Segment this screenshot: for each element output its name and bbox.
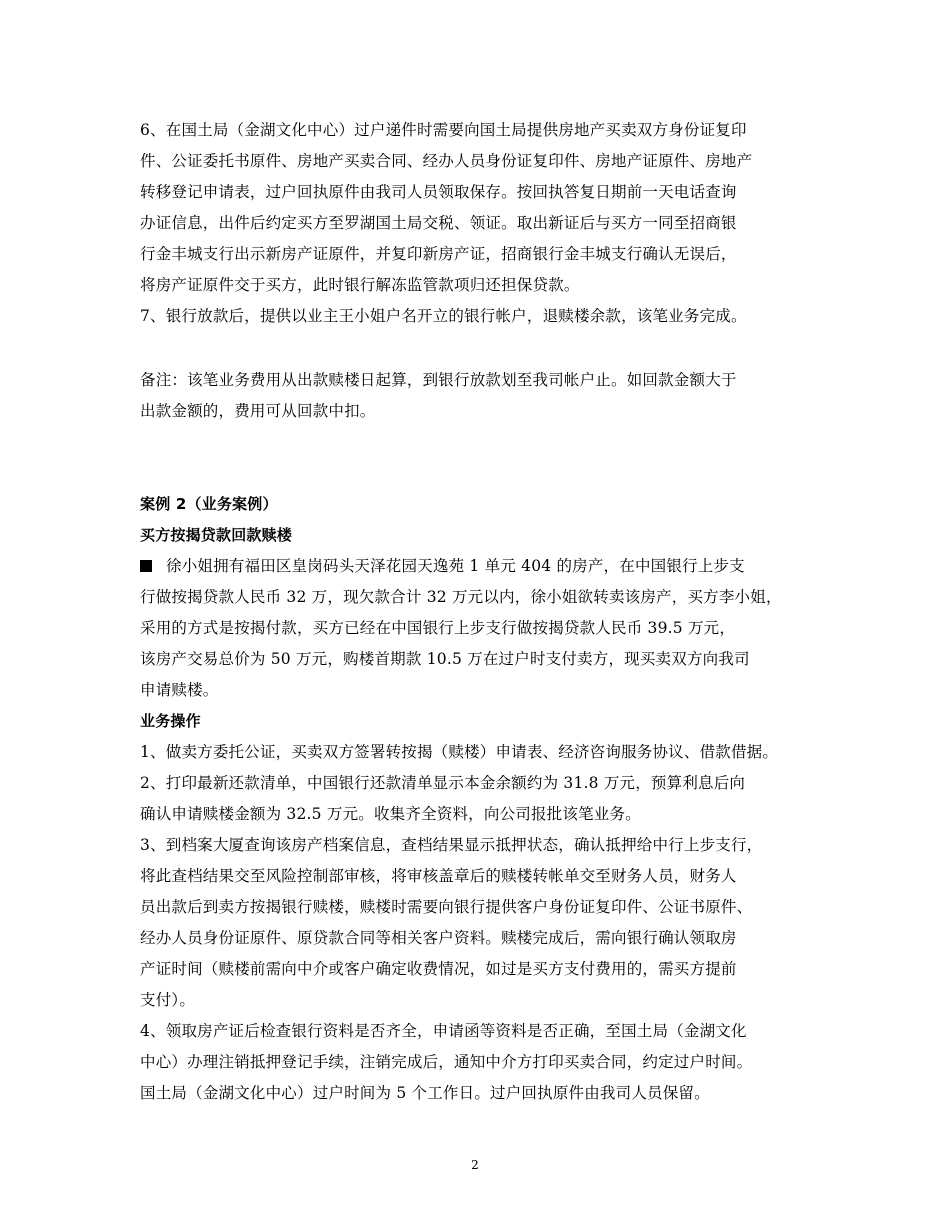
case2-heading: 案例 2（业务案例） [140, 495, 278, 513]
case2-desc-line-5: 申请赎楼。 [140, 681, 219, 699]
ops-line-10: 4、领取房产证后检查银行资料是否齐全，申请函等资料是否正确，至国土局（金湖文化 [140, 1022, 747, 1040]
case2-desc-line-2: 行做按揭贷款人民币 32 万，现欠款合计 32 万元以内，徐小姐欲转卖该房产，买方李小姐， [140, 588, 782, 606]
note-line-2: 出款金额的，费用可从回款中扣。 [140, 402, 376, 420]
case2-desc-text-1: 徐小姐拥有福田区皇岗码头天泽花园天逸苑 1 单元 404 的房产，在中国银行上步支 [166, 557, 745, 575]
page-number: 2 [471, 1158, 479, 1172]
ops-line-11: 中心）办理注销抵押登记手续，注销完成后，通知中介方打印买卖合同，约定过户时间。 [140, 1053, 753, 1071]
ops-line-9: 支付）。 [140, 991, 196, 1009]
step6-line-2: 件、公证委托书原件、房地产买卖合同、经办人员身份证复印件、房地产证原件、房地产 [140, 152, 753, 170]
ops-line-8: 产证时间（赎楼前需向中介或客户确定收费情况，如过是买方支付费用的，需买方提前 [140, 960, 737, 978]
step6-line-6: 将房产证原件交于买方，此时银行解冻监管款项归还担保贷款。 [140, 276, 580, 294]
ops-line-1: 1、做卖方委托公证，买卖双方签署转按揭（赎楼）申请表、经济咨询服务协议、借款借据。 [140, 743, 779, 761]
ops-line-12: 国土局（金湖文化中心）过户时间为 5 个工作日。过户回执原件由我司人员保留。 [140, 1084, 710, 1102]
case2-desc-line-1 [140, 556, 840, 576]
step6-line-5: 行金丰城支行出示新房产证原件，并复印新房产证，招商银行金丰城支行确认无误后， [140, 245, 737, 263]
case2-subheading: 买方按揭贷款回款赎楼 [140, 526, 293, 544]
note-line-1: 备注：该笔业务费用从出款赎楼日起算，到银行放款划至我司帐户止。如回款金额大于 [140, 371, 737, 389]
ops-line-3: 确认申请赎楼金额为 32.5 万元。收集齐全资料，向公司报批该笔业务。 [140, 805, 641, 823]
step6-line-4: 办证信息，出件后约定买方至罗湖国土局交税、领证。取出新证后与买方一同至招商银 [140, 214, 737, 232]
ops-line-4: 3、到档案大厦查询该房产档案信息，查档结果显示抵押状态，确认抵押给中行上步支行， [140, 836, 763, 854]
case2-desc-line-4: 该房产交易总价为 50 万元，购楼首期款 10.5 万在过户时支付卖方，现买卖双方向我司 [140, 650, 750, 668]
ops-heading: 业务操作 [140, 712, 201, 730]
square-bullet-icon [140, 560, 152, 572]
step7-line: 7、银行放款后，提供以业主王小姐户名开立的银行帐户，退赎楼余款，该笔业务完成。 [140, 307, 747, 325]
ops-line-5: 将此查档结果交至风险控制部审核，将审核盖章后的赎楼转帐单交至财务人员，财务人 [140, 867, 737, 885]
ops-line-7: 经办人员身份证原件、原贷款合同等相关客户资料。赎楼完成后，需向银行确认领取房 [140, 929, 737, 947]
step6-line-3: 转移登记申请表，过户回执原件由我司人员领取保存。按回执答复日期前一天电话查询 [140, 183, 737, 201]
ops-line-6: 员出款后到卖方按揭银行赎楼，赎楼时需要向银行提供客户身份证复印件、公证书原件、 [140, 898, 753, 916]
case2-desc-line-3: 采用的方式是按揭付款，买方已经在中国银行上步支行做按揭贷款人民币 39.5 万元， [140, 619, 736, 637]
step6-line-1: 6、在国土局（金湖文化中心）过户递件时需要向国土局提供房地产买卖双方身份证复印 [140, 121, 747, 139]
ops-line-2: 2、打印最新还款清单，中国银行还款清单显示本金余额约为 31.8 万元，预算利息后向 [140, 774, 746, 792]
